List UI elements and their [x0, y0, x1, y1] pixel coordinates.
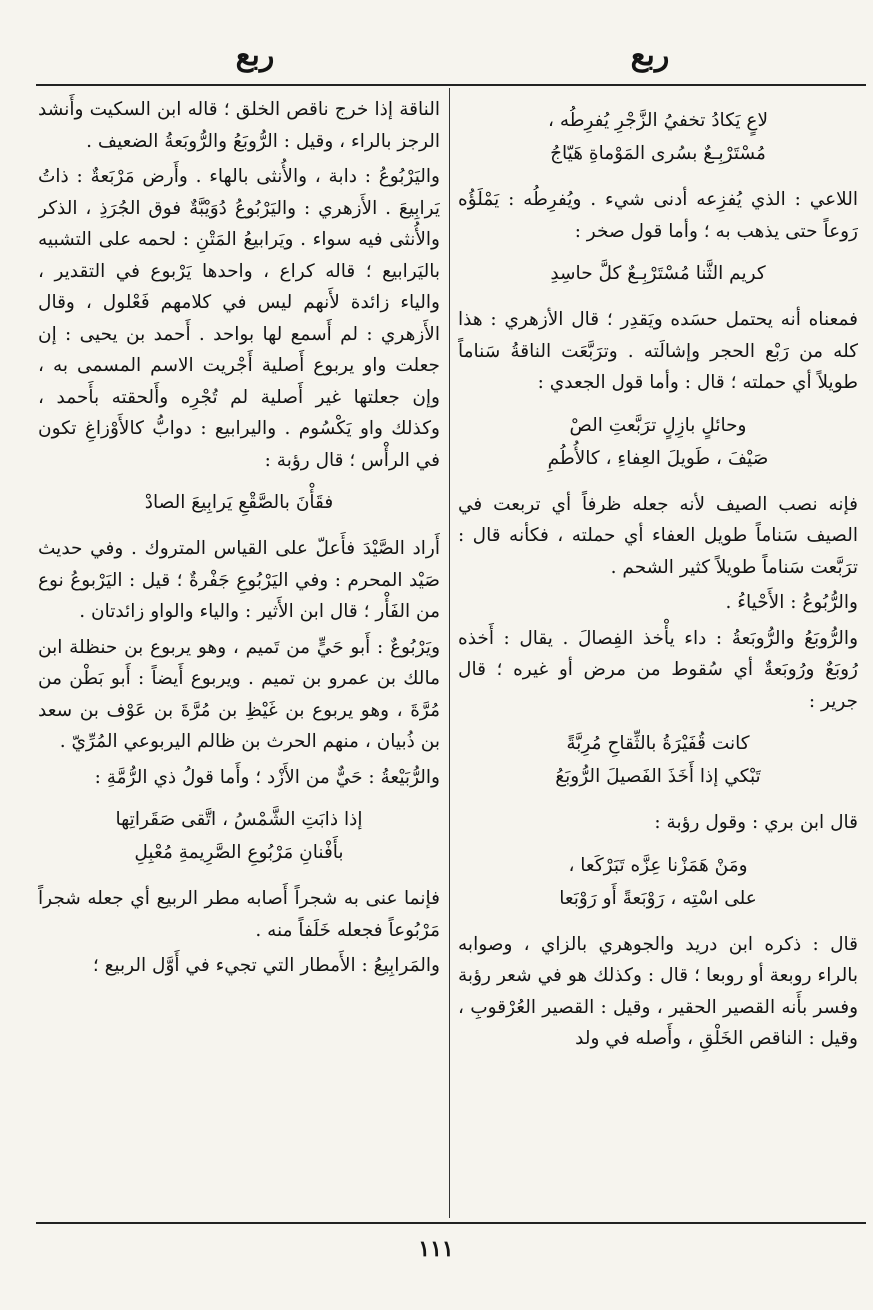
column-divider [449, 88, 450, 1218]
verse-line: كريم الثَّنا مُسْتَرْبِـعٌ كلَّ حاسِدِ [550, 263, 766, 284]
paragraph: فإنه نصب الصيف لأنه جعله ظرفاً أي تربعت في الصيف سَناماً طويل العفاء أي حملته ، فكأنه قال : ترَبَّعت سَناماً طويلاً كثير الشحم . [458, 493, 858, 578]
paragraph: والرُّبُوعُ : الأَحْياءُ . [725, 592, 858, 613]
verse-line: بأَفْنانِ مَرْبُوعِ الصَّرِيمةِ مُعْبِلِ [134, 842, 344, 863]
verse-block [38, 486, 440, 519]
verse-line: إذا ذابَتِ الشَّمْسُ ، اتَّقى صَقَراتِها [115, 809, 363, 830]
paragraph: قال : ذكره ابن دريد والجوهري بالزاي ، وصوابه بالراء روبعة أو روبعا ؛ قال : وكذلك هو في شعر رؤبة وفسر بأَنه القصير الحقير ، وقيل : القصير العُرْقوبِ ، وقيل : الناقص الخَلْقِ ، وأَصله في ولد [458, 933, 858, 1049]
paragraph: فإنما عنى به شجراً أَصابه مطر الربيع أي جعله شجراً مَرْبُوعاً فجعله خَلَفاً منه . [38, 888, 440, 941]
running-header-left: ربع [235, 38, 275, 73]
header-rule [36, 84, 866, 86]
paragraph: الناقة إذا خرج ناقص الخلق ؛ قاله ابن السكيت وأَنشد الرجز بالراء ، وقيل : الرُّوبَعُ والرُّوبَعةُ الضعيف . [38, 99, 440, 152]
paragraph: ويَرْبُوعٌ : أَبو حَيٍّ من تَميم ، وهو يربوع بن حنظلة ابن مالك بن عمرو بن تميم . ويربوع أَيضاً : أَبو بَطْن من مُرَّةَ ، وهو يربوع بن غَيْظِ بن مُرَّةَ بن عَوْف بن سعد بن ذُبيان ، منهم الحرث بن ظالم اليربوعي المُرِّيّ . [38, 636, 440, 752]
paragraph: والرُّوبَعُ والرُّوبَعةُ : داء يأْخذ الفِصالَ . يقال : أَخذه رُوبَعٌ ورُوبَعةٌ أي سُقوط من مرض أو غيره ؛ قال جرير : [458, 627, 858, 712]
verse-line: فقَأْنَ بالصَّقْعِ يَرابِيعَ الصادْ [144, 492, 334, 513]
paragraph: واليَرْبُوعُ : دابة ، والأُنثى بالهاء . وأَرض مَرْبَعةٌ : ذاتُ يَرابِيعَ . الأَزهري : واليَرْبُوعُ دُوَيْبَّةٌ فوق الجُرَذِ ، الذكر والأُنثى فيه سواء . ويَرابيعُ المَتْنِ : لحمه على التشبيه باليَرابيع ؛ قاله كراع ، واحدها يَرْبوع في التقدير ، والياء زائدة لأَنهم ليس في كلامهم فَعْلول ، وقال الأَزهري : لم أَسمع لها بواحد . أَحمد بن يحيى : إن جعلت واو يربوع أَصلية أَجْريت الاسم المسمى به ، وإن جعلتها غير أَصلية لم تُجْرِه وأَلحقته بأَحمد ، وكذلك واو يَكْسُوم . واليرابيع : دوابُّ كالأَوْزاغِ تكون في الرأْس ؛ قال رؤبة : [38, 166, 440, 471]
running-header-right: ربع [630, 38, 670, 73]
paragraph: والرُّبَيْعةُ : حَيٌّ من الأَزْد ؛ وأَما قولُ ذي الرُّمَّةِ : [94, 766, 440, 788]
verse-block [38, 803, 440, 869]
verse-line: مُسْتَرْبِـعٌ بسُرى المَوْماةِ هَيّاجُ [550, 143, 766, 164]
verse-line: لاعٍ يَكادُ تخفيُ الزَّجْرِ يُفرِطُه ، [547, 110, 769, 131]
verse-line: وحائلٍ بازِلٍ ترَبَّعتِ الصْ [569, 414, 747, 436]
verse-block [458, 257, 858, 290]
verse-line: ومَنْ هَمَزْنا عِزَّه تَبَرْكَعا ، [568, 854, 748, 876]
paragraph: قال ابن بري : وقول رؤبة : [654, 812, 858, 833]
verse-line: صَيْفَ ، طَويلَ العِفاءِ ، كالأُطُمِ [547, 447, 769, 469]
verse-block [458, 409, 858, 475]
right-column [458, 94, 858, 1216]
paragraph: اللاعي : الذي يُفزِعه أدنى شيء . ويُفرِطُه : يَمْلَؤُه رَوعاً حتى يذهب به ؛ وأما قول صخر : [458, 189, 858, 242]
verse-block [458, 849, 858, 915]
verse-block [458, 727, 858, 793]
footer-rule [36, 1222, 866, 1224]
verse-line: كانت قُفَيْرَةُ بالثِّقاحِ مُرِبَّةً [566, 733, 750, 754]
paragraph: والمَرابِيعُ : الأَمطار التي تجيء في أَوَّل الربيع ؛ [92, 955, 440, 976]
verse-line: تَبْكي إذا أَخَذَ الفَصيلَ الرُّوبَعُ [555, 766, 761, 787]
paragraph: أَراد الصَّيْدَ فأَعلّ على القياس المتروك . وفي حديث صَيْد المحرم : وفي اليَرْبُوعِ جَفْرةٌ ؛ قيل : اليَرْبوعُ نوع من الفَأْر ؛ قال ابن الأَثير : والياء والواو زائدتان . [38, 538, 440, 622]
page-number: ١١١ [418, 1236, 454, 1262]
left-column [38, 94, 440, 1216]
paragraph: فمعناه أنه يحتمل حسَده ويَقدِر ؛ قال الأزهري : هذا كله من رَبْع الحجر وإشالَته . وترَبَّعَت الناقةُ سَناماً طويلاً أي حملته ؛ قال : وأما قول الجعدي : [458, 309, 858, 393]
verse-line: على اسْتِه ، رَوْبَعةً أَو رَوْبَعا [559, 887, 757, 909]
verse-block [458, 104, 858, 170]
